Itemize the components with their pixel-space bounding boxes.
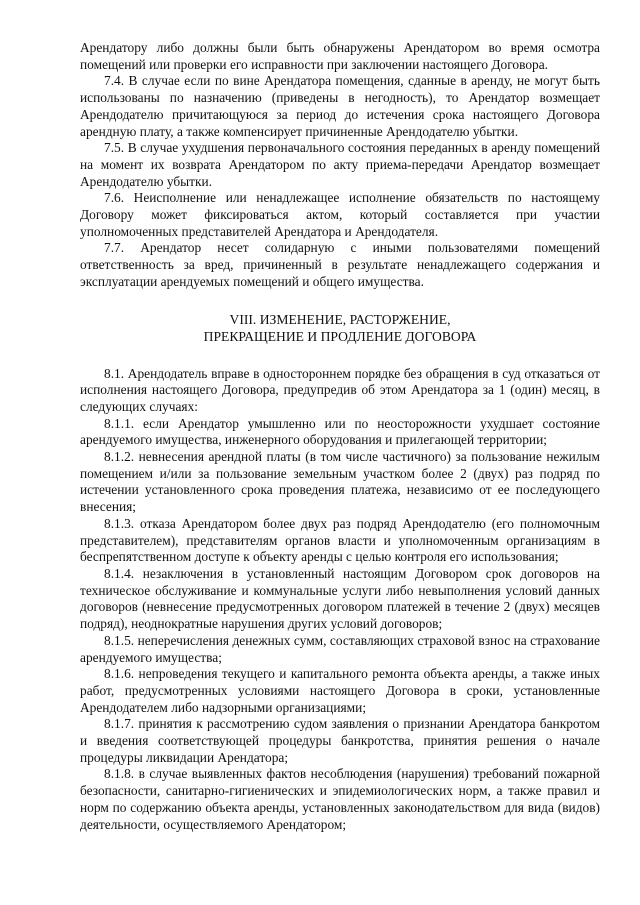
paragraph-7-7: 7.7. Арендатор несет солидарную с иными пользователями помещений ответственность за вред, причиненный в результате ненадлежащего содержания и эксплуатации арендуемых помещений и общего имущества. bbox=[80, 240, 600, 289]
paragraph-8-1-3: 8.1.3. отказа Арендатором более двух раз подряд Арендодателю (его полномочным представителем), представителям органов власти и уполномоченным организациям в беспрепятственном доступе к объекту аренды с целью контроля его использования; bbox=[80, 515, 600, 565]
paragraph-8-1-2: 8.1.2. невнесения арендной платы (в том числе частичного) за пользование нежилым помещением и/или за пользование земельным участком более 2 (двух) раз подряд по истечении установленного срока проведения платежа, независимо от ее последующего внесения; bbox=[80, 449, 600, 515]
paragraph-7-6: 7.6. Неисполнение или ненадлежащее исполнение обязательств по настоящему Договору может фиксироваться актом, который составляется при участии уполномоченных представителей Арендатора и Арендодателя. bbox=[80, 190, 600, 239]
paragraph-8-1: 8.1. Арендодатель вправе в одностороннем порядке без обращения в суд отказаться от исполнения настоящего Договора, предупредив об этом Арендатора за 1 (один) месяц, в следующих случаях: bbox=[80, 365, 600, 414]
paragraph-7-4: 7.4. В случае если по вине Арендатора помещения, сданные в аренду, не могут быть использованы по назначению (приведены в негодность), то Арендатор возмещает Арендодателю причитающуюся за период до истечения срока настоящего Договора арендную плату, а также компенсирует причиненные Арендодателю убытки. bbox=[80, 73, 600, 139]
paragraph-8-1-8: 8.1.8. в случае выявленных фактов несоблюдения (нарушения) требований пожарной безопасности, санитарно-гигиенических и эпидемиологических норм, а также правил и норм по содержанию объекта аренды, установленных законодательством для вида (видов) деятельности, осуществляемого Арендатором; bbox=[80, 766, 600, 832]
section-8-heading bbox=[80, 311, 600, 345]
paragraph-8-1-6: 8.1.6. непроведения текущего и капитального ремонта объекта аренды, а также иных работ, предусмотренных условиями настоящего Договора в сроки, установленные Арендодателем либо надзорными организациями; bbox=[80, 666, 600, 715]
section-8-heading-line1: VIII. ИЗМЕНЕНИЕ, РАСТОРЖЕНИЕ, bbox=[229, 311, 451, 327]
section-8-heading-line2: ПРЕКРАЩЕНИЕ И ПРОДЛЕНИЕ ДОГОВОРА bbox=[203, 328, 477, 344]
paragraph-8-1-5: 8.1.5. неперечисления денежных сумм, составляющих страховой взнос на страхование арендуемого имущества; bbox=[80, 632, 600, 665]
paragraph-7-5: 7.5. В случае ухудшения первоначального состояния переданных в аренду помещений на момент их возврата Арендатором по акту приема-передачи Арендатор возмещает Арендодателю убытки. bbox=[80, 140, 600, 189]
paragraph-8-1-7: 8.1.7. принятия к рассмотрению судом заявления о признании Арендатора банкротом и введения соответствующей процедуры банкротства, принятия решения о начале процедуры ликвидации Арендатора; bbox=[80, 716, 600, 765]
document-page bbox=[80, 40, 600, 833]
paragraph-8-1-1: 8.1.1. если Арендатор умышленно или по неосторожности ухудшает состояние арендуемого имущества, инженерного оборудования и прилегающей территории; bbox=[80, 415, 600, 448]
paragraph-7-3-continuation: Арендатору либо должны были быть обнаружены Арендатором во время осмотра помещений или проверки его исправности при заключении настоящего Договора. bbox=[80, 40, 600, 72]
paragraph-8-1-4: 8.1.4. незаключения в установленный настоящим Договором срок договоров на техническое обслуживание и коммунальные услуги либо невыполнения условий данных договоров (невнесение предусмотренных договором платежей в течение 2 (двух) месяцев подряд), неоднократные нарушения других условий договоров; bbox=[80, 565, 600, 632]
